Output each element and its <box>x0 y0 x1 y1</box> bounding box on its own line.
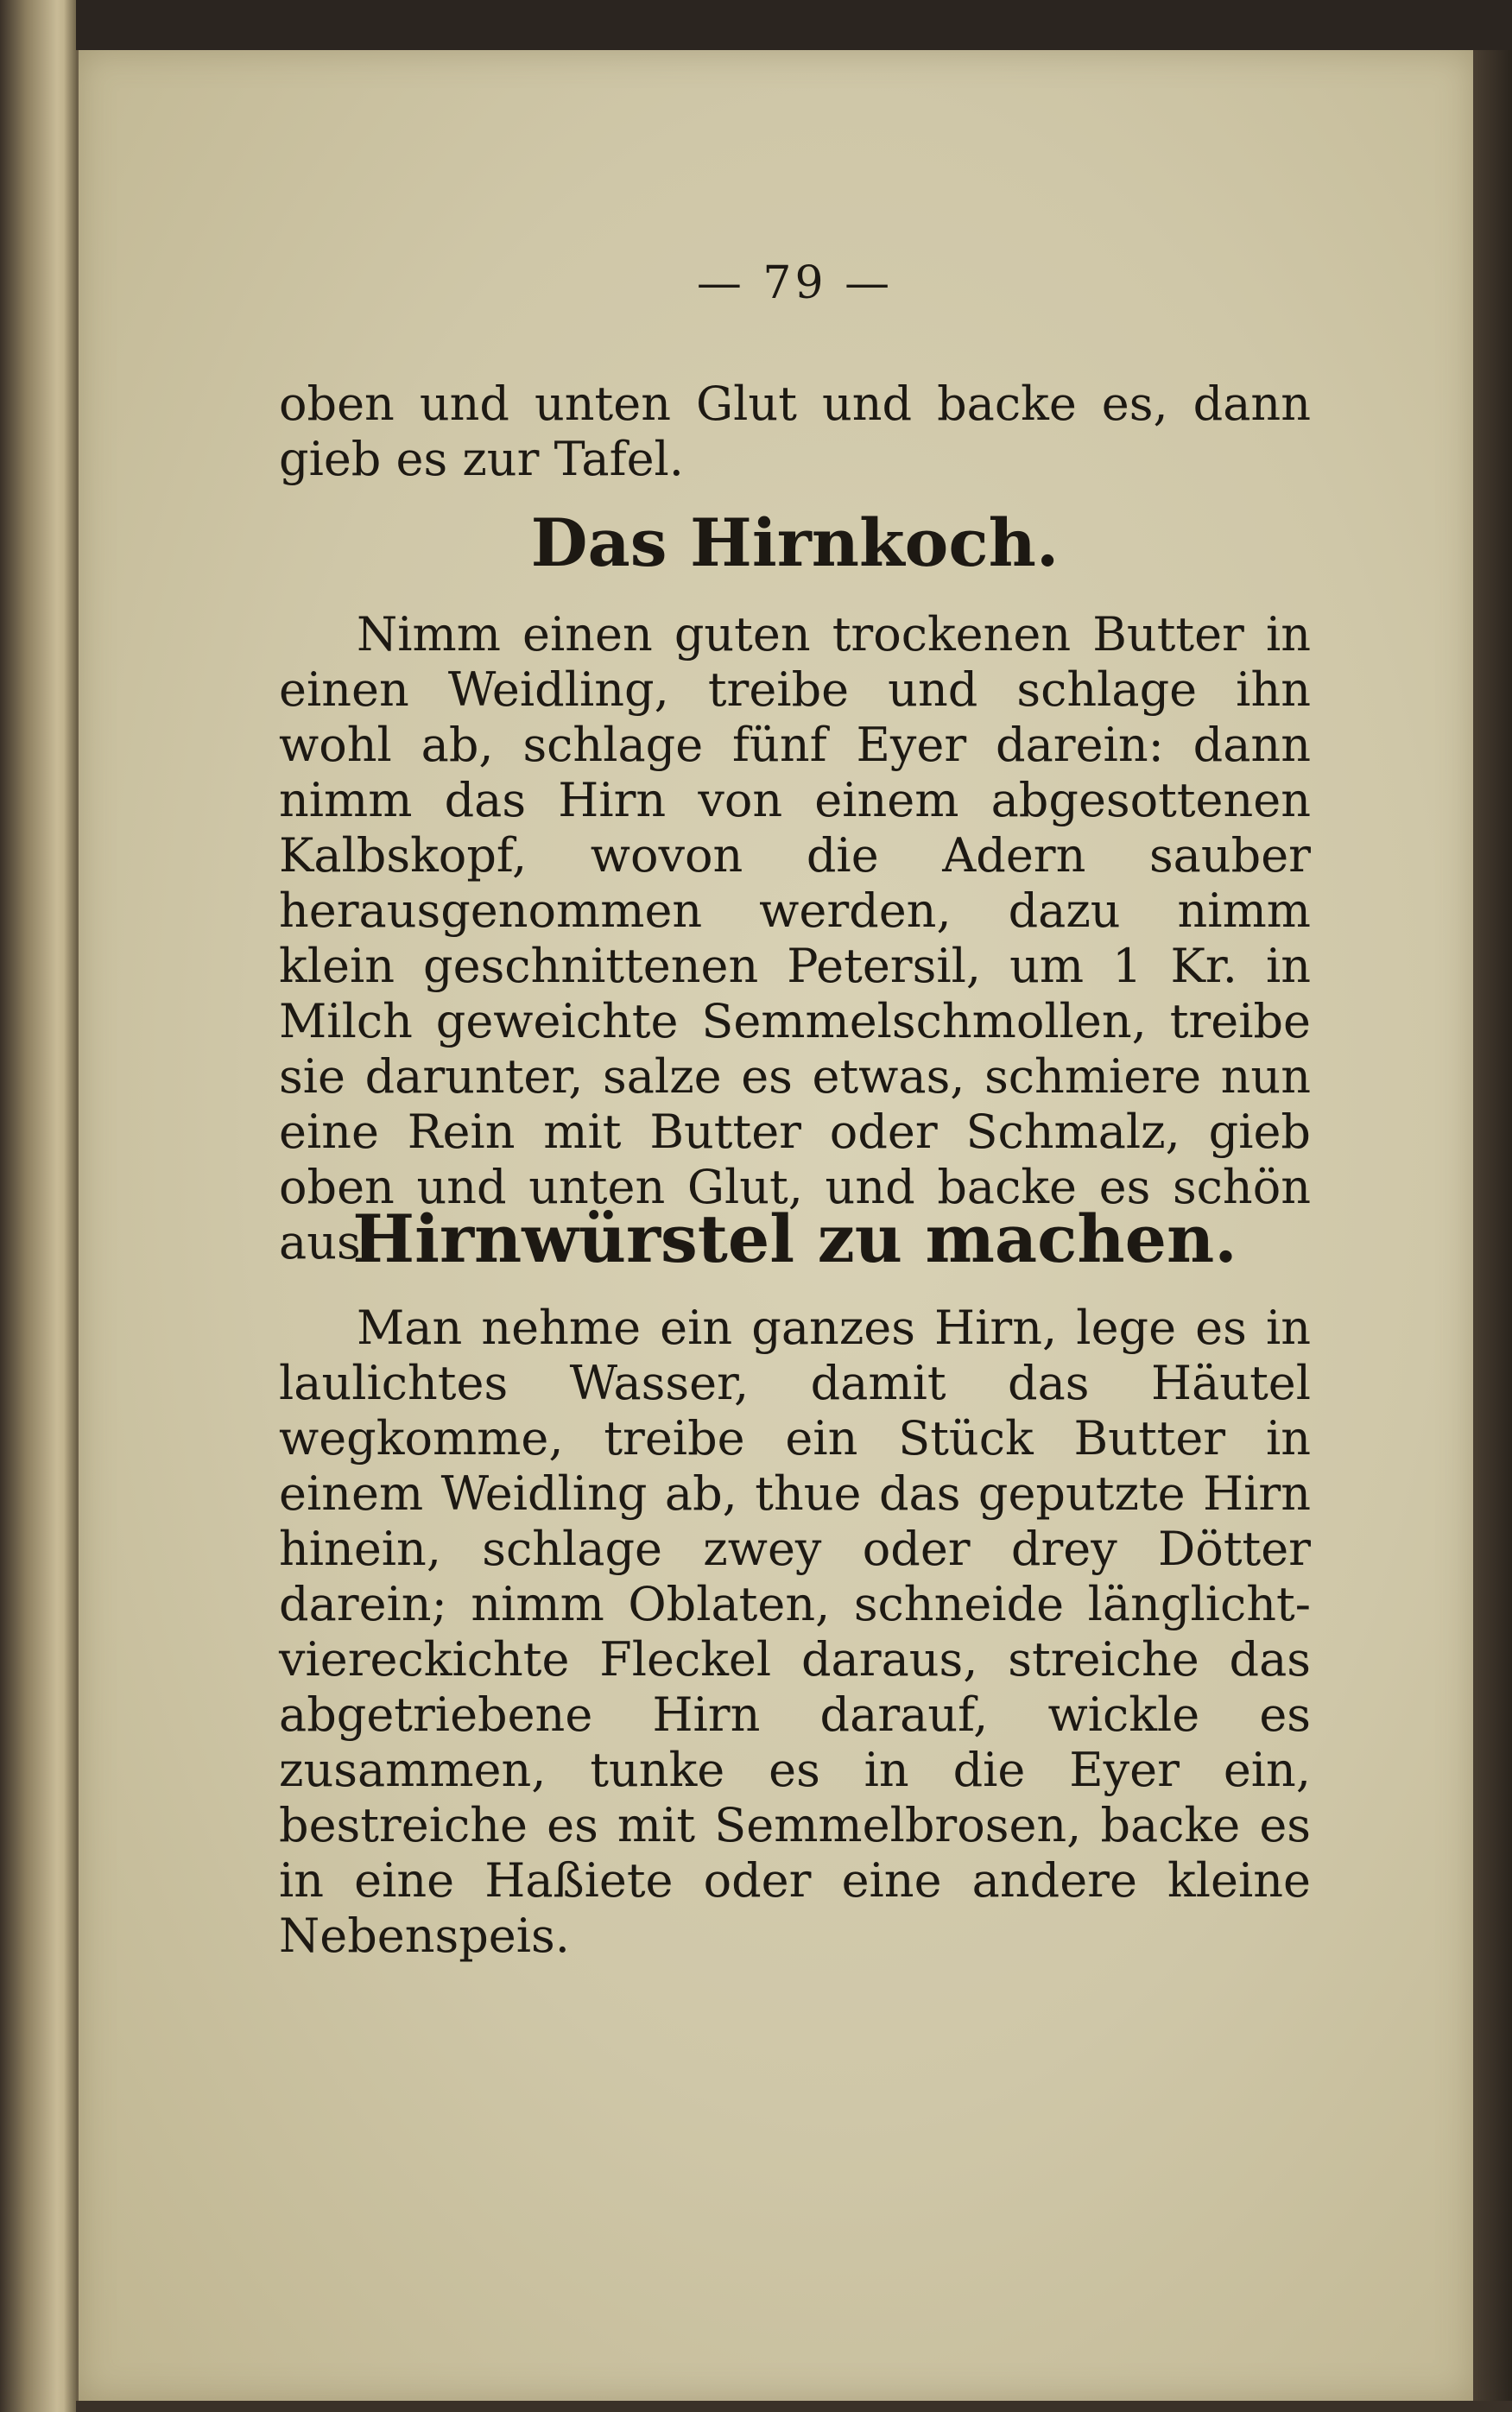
heading-hirnkoch: Das Hirnkoch. <box>530 504 1060 581</box>
book-gutter <box>0 0 76 2412</box>
page-number: — 79 — <box>696 257 894 309</box>
gutter-shadow <box>64 0 76 2412</box>
page-edge-right <box>1471 50 1512 2412</box>
paragraph-hirnwuerstel: Man nehme ein ganzes Hirn, lege es in laulichtes Wasser, damit das Häutel wegkomme, treibe ein Stück Butter in einem Weidling ab, thue das geputzte Hirn hinein, schlage zwey oder drey Dötter darein; nimm Oblaten, schneide länglicht-viereckichte Fleckel daraus, streiche das abgetriebene Hirn darauf, wickle es zusammen, tunke es in die Eyer ein, bestreiche es mit Semmelbrosen, backe es in eine Haßiete oder eine andere kleine Nebenspeis. <box>279 1301 1311 1963</box>
book-page <box>76 50 1473 2401</box>
paragraph-intro: oben und unten Glut und backe es, dann gieb es zur Tafel. <box>279 377 1311 486</box>
paragraph-hirnkoch: Nimm einen guten trockenen Butter in einen Weidling, treibe und schlage ihn wohl ab, schlage fünf Eyer darein: dann nimm das Hirn von einem abgesottenen Kalbskopf, wovon die Adern sauber herausgenommen werden, dazu nimm klein geschnittenen Petersil, um 1 Kr. in Milch geweichte Semmelschmollen, treibe sie darunter, salze es etwas, schmiere nun eine Rein mit Butter oder Schmalz, gieb oben und unten Glut, und backe es schön aus. <box>279 607 1311 1269</box>
heading-hirnwuerstel: Hirnwürstel zu machen. <box>352 1200 1237 1277</box>
page-edge-bottom <box>76 2401 1512 2412</box>
